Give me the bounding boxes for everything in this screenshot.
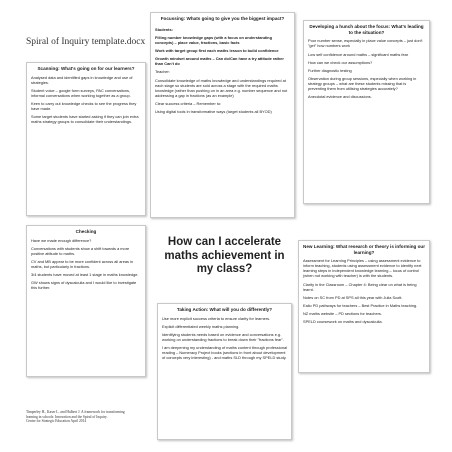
taking-action-item: I am deepening my understanding of maths content through professional reading – Numeracy Project books (sections in front about development of concepts very interesting) - and maths SLD through my SPELD study. [162, 345, 288, 361]
new-learning-item: Assessment for Learning Principles – using assessment evidence to inform teaching, students using assessment evidence to identify next learning steps in independent knowledge learning – locus of control (when not working with teacher) is with the students. [303, 258, 422, 279]
checking-item: Conversations with students show a shift towards a more positive attitude to maths. [31, 245, 130, 256]
focussing-student-item: Growth mindset around maths – Can do/Can have a try attitude rather than Can't do [155, 56, 284, 67]
checking-item: CV and MB appear to be more confident across all areas in maths, but particularly in fractions. [31, 259, 134, 270]
new-learning-box [298, 240, 430, 373]
focussing-box [150, 12, 295, 218]
focussing-students-label: Students: [155, 26, 173, 32]
checking-item: 3/4 students have moved at least 1 stage in maths knowledge. [31, 272, 139, 278]
document-title: Spiral of Inquiry template.docx [26, 37, 146, 47]
new-learning-heading: New Learning: What research or theory is informing our learning? [303, 244, 426, 255]
focussing-teacher-item: Clear success criteria – Remember to: [155, 100, 222, 106]
hunch-item: Further diagnostic testing [308, 68, 352, 74]
hunch-item: Anecdotal evidence and discussions. [308, 94, 372, 100]
citation-line: learning in schools: Innovation and the Spiral of Inquiry. [26, 414, 108, 419]
citation-line: Timperley H., Kaser L. and Halbert J. A framework for transforming [26, 410, 125, 414]
hunch-item: Observation during group sessions, especially when working in strategy groups – what are these students missing that is preventing them from utilising strategies accurately? [308, 76, 417, 92]
hunch-item: Poor number sense, especially in place value concepts – just don't "get" how numbers work [308, 38, 423, 49]
scanning-heading: Scanning: What's going on for our learners? [37, 66, 135, 71]
hunch-item: Low self confidence around maths – significant maths fear [308, 51, 409, 57]
hunch-heading: Developing a hunch about the focus: What's leading to the situation? [309, 24, 424, 35]
taking-action-heading: Taking Action: What will you do differently? [176, 307, 273, 312]
new-learning-item: Ealio PD pathways for teachers – Best Practice in Maths teaching. [303, 303, 418, 309]
new-learning-item: NZ maths website – PD sections for teachers. [303, 311, 382, 317]
focussing-heading: Focussing: Whats going to give you the biggest impact? [160, 16, 285, 21]
new-learning-item: Clarity in the Classroom – Chapter 4: Being clear on what is being learnt. [303, 281, 417, 292]
scanning-item: Student voice – google form surveys, PAC conversations, informal conversations when working together as a group. [31, 87, 131, 98]
taking-action-item: Identifying students needs based on evidence and conversations e.g. working on understanding fractions to break down their "fractions fear". [162, 332, 284, 343]
taking-action-item: Explicit differentiated weekly maths planning. [162, 323, 240, 329]
scanning-box [26, 62, 146, 216]
focussing-teacher-item: Using digital tools in transformative ways (target students all BYOD) [155, 109, 272, 115]
checking-box [26, 225, 146, 377]
focussing-teacher-label: Teacher: [155, 69, 170, 75]
focussing-student-item: Filling number knowledge gaps (with a focus on understanding concepts) – place value, fractions, basic facts [155, 34, 272, 45]
checking-item: GW shows signs of dyscalculia and I would like to investigate this further. [31, 280, 137, 291]
scanning-item: Analysed data and identified gaps in knowledge and use of strategies. [31, 74, 133, 85]
citation-line: Centre for Strategic Education April 2014 [26, 419, 87, 424]
taking-action-box [157, 303, 292, 440]
new-learning-item: SPELD coursework on maths and dyscalculia. [303, 319, 383, 325]
checking-item: Have we made enough difference? [31, 237, 92, 243]
hunch-item: How can we check our assumptions? [308, 59, 373, 65]
scanning-item: Keen to carry out knowledge checks to see the progress they have made. [31, 101, 137, 112]
scanning-item: Some target students have started asking if they can join extra maths strategy groups to consolidate their understandings. [31, 114, 139, 125]
inquiry-question: How can I accelerate maths achievement in my class? [164, 236, 285, 276]
checking-heading: Checking [75, 229, 97, 234]
citation [26, 410, 156, 424]
new-learning-item: Notes on SC from PD at SPS all this year with Julia Scott. [303, 294, 403, 300]
taking-action-item: Use more explicit success criteria to ensure clarity for learners. [162, 315, 271, 321]
focussing-student-item: Work with target group first each maths lesson to build confidence [155, 48, 279, 54]
focussing-teacher-item: Consolidate knowledge of maths knowledge and understandings required at each stage so students are sold across a stage with the required maths knowledge (rather than pushing on in an area e.g. number sequence and not addressing a gap in fractions (as an example) [155, 77, 288, 98]
hunch-box [303, 20, 430, 204]
